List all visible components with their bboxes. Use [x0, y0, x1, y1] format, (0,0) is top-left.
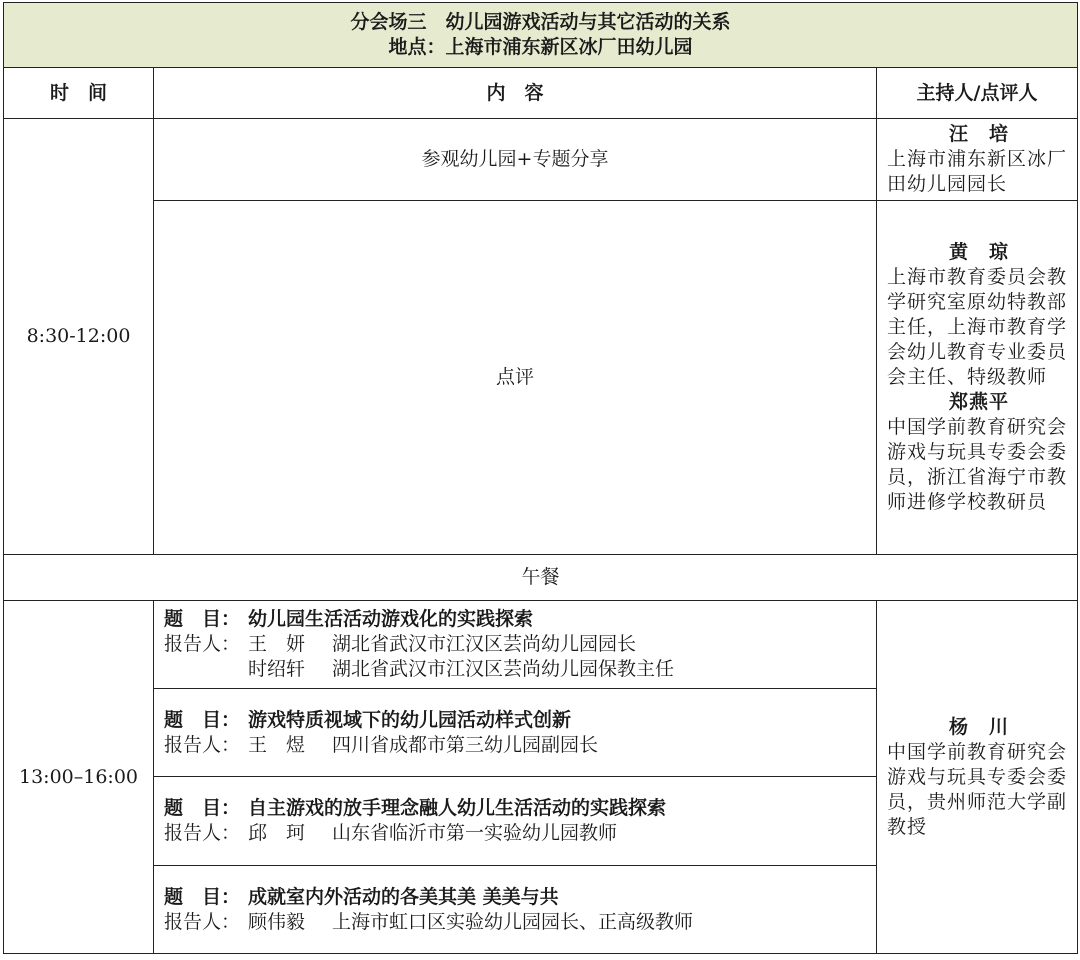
- schedule-table: [3, 2, 1078, 954]
- talk-title: 成就室内外活动的各美其美 美美与共: [248, 885, 559, 908]
- session-header-row: [4, 3, 1078, 68]
- speaker-name: 时绍轩: [248, 658, 306, 680]
- host-desc: 中国学前教育研究会游戏与玩具专委会委员，贵州师范大学副教授: [887, 740, 1068, 838]
- host-desc: 中国学前教育研究会游戏与玩具专委会委员，浙江省海宁市教师进修学校教研员: [887, 416, 1068, 513]
- speaker-name: 王 煜: [248, 733, 306, 756]
- session-title: 分会场三 幼儿园游戏活动与其它活动的关系: [350, 11, 731, 33]
- speaker-org: 山东省临沂市第一实验幼儿园教师: [332, 822, 618, 844]
- morning-review: 点评: [154, 201, 877, 555]
- talk-title: 游戏特质视域下的幼儿园活动样式创新: [248, 708, 572, 731]
- column-header-row: [4, 68, 1078, 119]
- speaker-org: 湖北省武汉市江汉区芸尚幼儿园保教主任: [332, 658, 675, 680]
- reporter-label: 报告人：: [164, 733, 241, 756]
- speaker-name: 王 妍: [248, 633, 306, 655]
- speaker-org: 湖北省武汉市江汉区芸尚幼儿园园长: [332, 633, 637, 655]
- topic-label: 题 目：: [164, 885, 241, 908]
- talk-cell: [154, 866, 877, 954]
- host-cell: [877, 601, 1078, 954]
- host-name: 杨 川: [949, 715, 1010, 738]
- session-header: [4, 3, 1078, 68]
- speaker-name: 顾伟毅: [248, 910, 306, 933]
- host-desc: 上海市教育委员会教学研究室原幼特教部主任，上海市教育学会幼儿教育专业委员会主任、特级教师: [887, 266, 1068, 388]
- talk-cell: [154, 689, 877, 777]
- afternoon-time: 13:00–16:00: [4, 601, 154, 954]
- speaker-org: 四川省成都市第三幼儿园副园长: [332, 733, 599, 756]
- topic-label: 题 目：: [164, 608, 241, 630]
- reporter-label: 报告人：: [164, 633, 241, 655]
- speaker-org: 上海市虹口区实验幼儿园园长、正高级教师: [332, 910, 694, 933]
- host-name: 郑燕平: [949, 391, 1010, 413]
- host-name: 黄 琼: [949, 241, 1010, 263]
- speaker-name: 邱 珂: [248, 822, 306, 844]
- talk-title: 自主游戏的放手理念融人幼儿生活活动的实践探索: [248, 797, 667, 819]
- column-header-content: 内 容: [154, 68, 877, 119]
- table-row: [4, 601, 1078, 689]
- reporter-label: 报告人：: [164, 822, 241, 844]
- talk-title: 幼儿园生活活动游戏化的实践探索: [248, 608, 534, 630]
- talk-cell: [154, 777, 877, 866]
- lunch-row: [4, 555, 1078, 601]
- reporter-label: 报告人：: [164, 910, 241, 933]
- host-cell: [877, 201, 1078, 555]
- column-header-host: 主持人/点评人: [877, 68, 1078, 119]
- host-cell: [877, 119, 1078, 201]
- column-header-time: 时 间: [4, 68, 154, 119]
- morning-visit: 参观幼儿园+专题分享: [154, 119, 877, 201]
- morning-time: 8:30-12:00: [4, 119, 154, 555]
- table-row: [4, 201, 1078, 555]
- table-row: [4, 119, 1078, 201]
- session-location: 地点：上海市浦东新区冰厂田幼儿园: [388, 36, 693, 58]
- talk-cell: [154, 601, 877, 689]
- lunch-label: 午餐: [4, 555, 1078, 601]
- host-name: 汪 培: [949, 123, 1010, 145]
- topic-label: 题 目：: [164, 708, 241, 731]
- host-desc: 上海市浦东新区冰厂田幼儿园园长: [887, 148, 1068, 195]
- topic-label: 题 目：: [164, 797, 241, 819]
